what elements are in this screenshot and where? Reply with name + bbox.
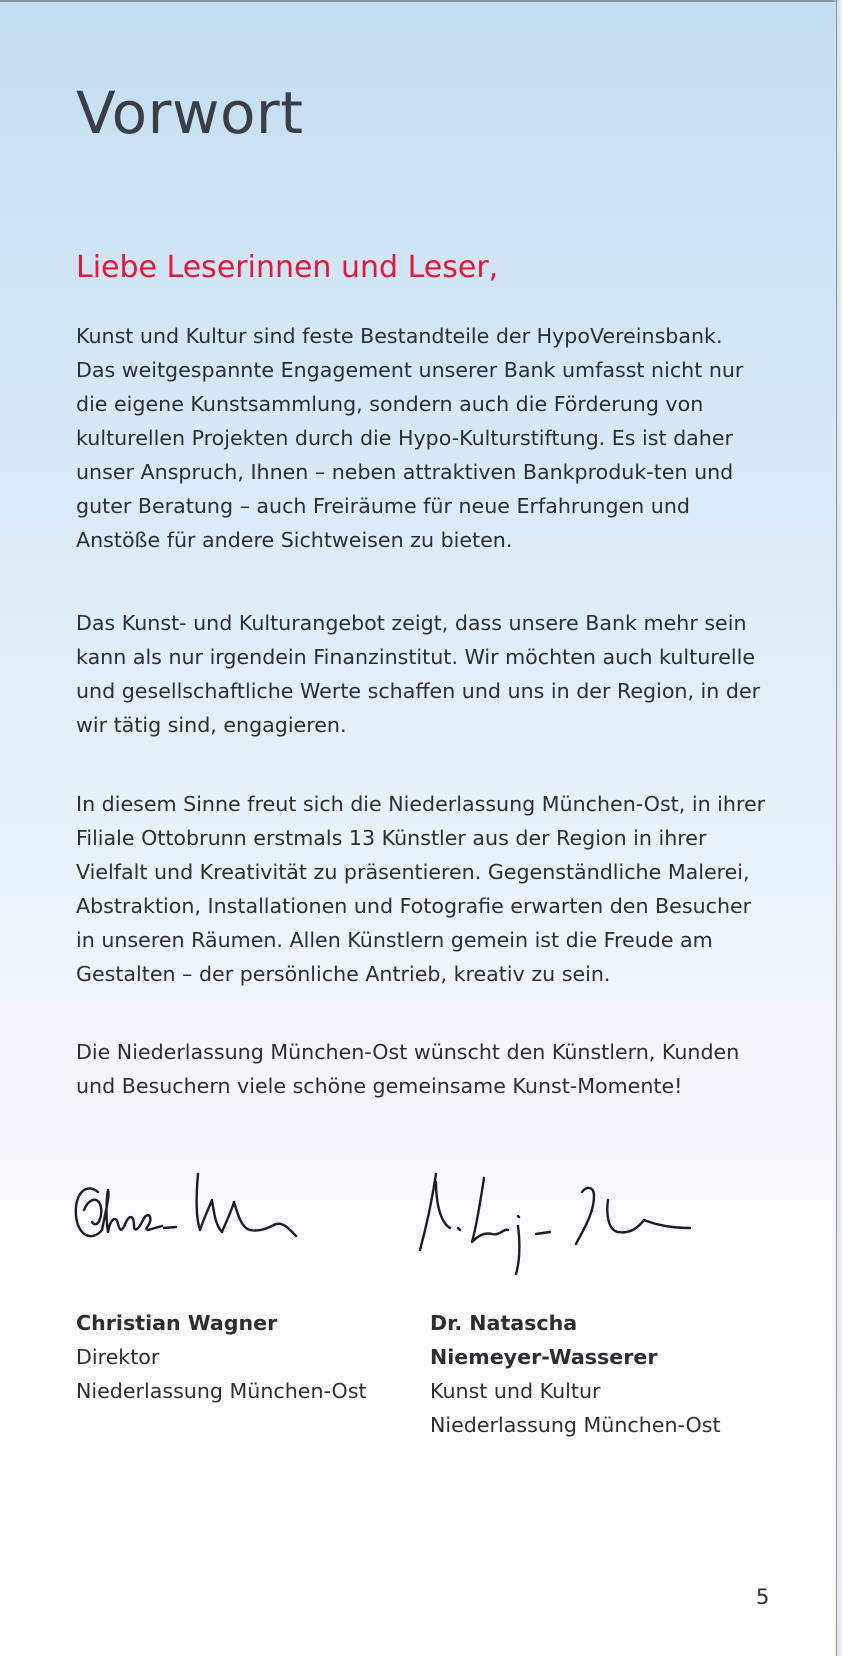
signatory-role: Direktor <box>76 1345 160 1369</box>
page-title: Vorwort <box>76 79 304 147</box>
page-number: 5 <box>756 1585 770 1609</box>
paragraph-1: Kunst und Kultur sind feste Bestandteile der HypoVereinsbank. Das weitgespannte Engagement unserer Bank umfasst nicht nur die eigene Kunstsammlung, sondern auch die Förderung von kulturellen Projekten durch die Hypo-Kulturstiftung. Es ist daher unser Anspruch, Ihnen – neben attraktiven Bankproduk-ten und guter Beratung – auch Freiräume für neue Erfahrungen und Anstöße für andere Sichtweisen zu bieten. <box>76 324 744 552</box>
signatory-role: Kunst und Kultur <box>430 1379 601 1403</box>
signature-natascha-niemeyer-wasserer <box>418 1170 718 1290</box>
signatory-unit: Niederlassung München-Ost <box>430 1413 721 1437</box>
signatory-block-wagner <box>76 1306 396 1408</box>
signature-christian-wagner <box>72 1170 322 1260</box>
paragraph-2: Das Kunst- und Kulturangebot zeigt, dass unsere Bank mehr sein kann als nur irgendein Finanzinstitut. Wir möchten auch kulturelle und gesellschaftliche Werte schaffen und uns in der Region, in der wir tätig sind, engagieren. <box>76 611 761 737</box>
paragraph-3: In diesem Sinne freut sich die Niederlassung München-Ost, in ihrer Filiale Ottobrunn erstmals 13 Künstler aus der Region in ihrer Vielfalt und Kreativität zu präsentieren. Gegenständliche Malerei, Abstraktion, Installationen und Fotografie erwarten den Besucher in unseren Räumen. Allen Künstlern gemein ist die Freude am Gestalten – der persönliche Antrieb, kreativ zu sein. <box>76 792 766 986</box>
signatory-name-line-1: Dr. Natascha <box>430 1311 578 1335</box>
page-top-edge <box>0 0 843 2</box>
signatory-unit: Niederlassung München-Ost <box>76 1379 367 1403</box>
signatory-name-line-2: Niemeyer-Wasserer <box>430 1345 658 1369</box>
signatory-name: Christian Wagner <box>76 1311 278 1335</box>
salutation-heading: Liebe Leserinnen und Leser, <box>76 250 499 285</box>
page-binding-edge <box>833 0 843 1656</box>
signatory-block-niemeyer-wasserer <box>430 1306 760 1442</box>
paragraph-4: Die Niederlassung München-Ost wünscht den Künstlern, Kunden und Besuchern viele schöne gemeinsame Kunst-Momente! <box>76 1040 740 1098</box>
